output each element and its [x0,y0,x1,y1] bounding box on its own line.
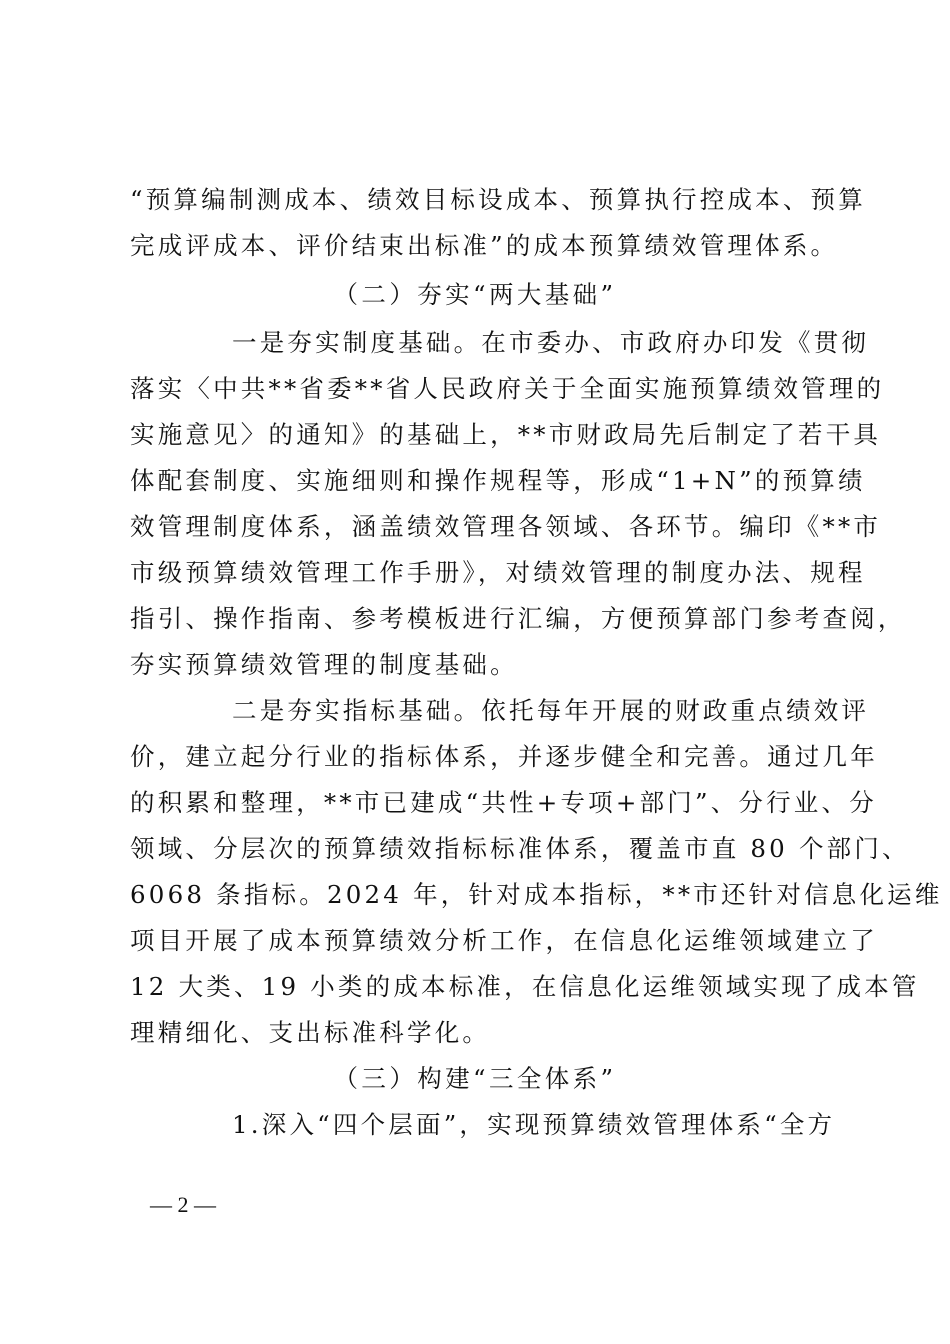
page-number: — 2 — [150,1192,216,1217]
paragraph-line: 市级预算绩效管理工作手册》，对绩效管理的制度办法、规程 [130,558,866,587]
paragraph-line: 理精细化、支出标准科学化。 [130,1018,491,1047]
paragraph-line: 夯实预算绩效管理的制度基础。 [130,650,518,679]
paragraph-line: 领域、分层次的预算绩效指标标准体系，覆盖市直 80 个部门、 [130,834,910,863]
section-heading-2: （二）夯实“两大基础” [333,280,617,309]
paragraph-line: 12 大类、19 小类的成本标准，在信息化运维领域实现了成本管 [130,972,920,1001]
section-heading-3: （三）构建“三全体系” [333,1064,617,1093]
paragraph-line: 价，建立起分行业的指标体系，并逐步健全和完善。通过几年 [130,742,878,771]
paragraph-line: 6068 条指标。2024 年，针对成本指标，**市还针对信息化运维 [130,880,943,909]
paragraph-line: 体配套制度、实施细则和操作规程等，形成“1+N”的预算绩 [130,466,866,495]
paragraph-line: 的积累和整理，**市已建成“共性+专项+部门”、分行业、分 [130,788,877,817]
paragraph-line: 效管理制度体系，涵盖绩效管理各领域、各环节。编印《**市 [130,512,882,541]
paragraph-line: 落实〈中共**省委**省人民政府关于全面实施预算绩效管理的 [130,374,885,403]
paragraph-line: 一是夯实制度基础。在市委办、市政府办印发《贯彻 [232,328,870,357]
paragraph-line: 项目开展了成本预算绩效分析工作，在信息化运维领域建立了 [130,926,878,955]
paragraph-line: 完成评成本、评价结束出标准”的成本预算绩效管理体系。 [130,231,839,260]
paragraph-line: 指引、操作指南、参考模板进行汇编，方便预算部门参考查阅， [130,604,906,633]
paragraph-line: 1.深入“四个层面”，实现预算绩效管理体系“全方 [232,1110,836,1139]
paragraph-line: 实施意见〉的通知》的基础上，**市财政局先后制定了若干具 [130,420,882,449]
paragraph-line: 二是夯实指标基础。依托每年开展的财政重点绩效评 [232,696,870,725]
paragraph-line: “预算编制测成本、绩效目标设成本、预算执行控成本、预算 [130,185,866,214]
